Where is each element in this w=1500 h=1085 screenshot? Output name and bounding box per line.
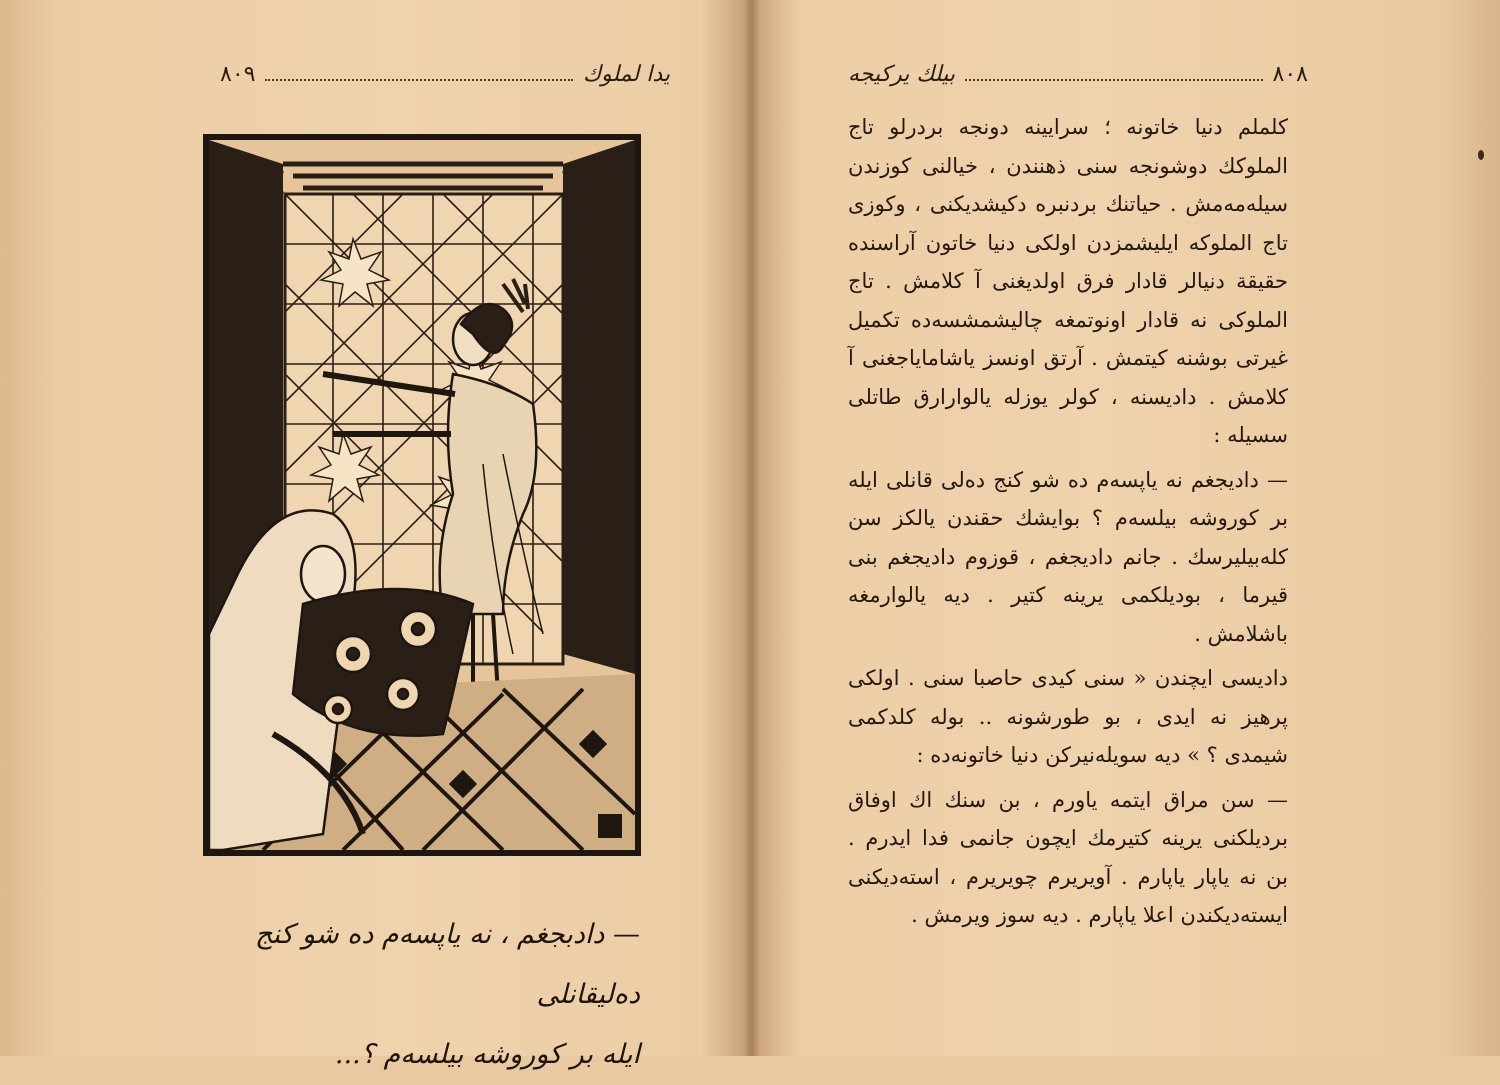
- illustration-woodcut: [203, 134, 641, 856]
- left-running-head: [220, 62, 670, 87]
- right-page: [758, 0, 1500, 1056]
- right-running-head: [848, 62, 1308, 87]
- body-text: [848, 108, 1288, 941]
- caption-line: ایله بر کوروشه بیلسه‌م ؟...: [334, 1039, 640, 1070]
- paragraph: دادیسی ایچندن « سنی کیدی حاصبا سنی . اولکی پرهیز نه ایدی ، بو طورشونه .. بوله کلدکمی شیمدی ؟ » دیه سویله‌نیرکن دنیا خاتونه‌ده :: [848, 666, 1288, 767]
- paragraph: — سن مراق ایتمه یاورم ، بن سنك اك اوفاق بردیلکنی یرینه کتیرمك ایچون جانمی فدا ایدرم . بن نه یاپار یاپارم . آویریرم چویریرم ، استه‌دیکنی ایسته‌دیکندن اعلا یاپارم . دیه سوز ویرمش .: [848, 787, 1288, 927]
- paragraph: کلملم دنیا خاتونه ؛ سرایینه دونجه بردرلو تاج الملوكك دوشونجه سنى ذهنندن ، خيالنى كوزندن سیله‌مه‌مش . حياتنك بردنبره دکیشدیکنی ، وكوزى تاج الملوكه ایلیشمزدن اولكى دنيا خاتون آراسنده حقیقة دنیالر قادار فرق اولدیغنی آ كلامش . تاج الملوكى نه قادار اونوتمغه چالیشمشسه‌ده تکمیل غیرتی بوشنه کیتمش . آرتق اونسز یاشامایاجغنی آ كلامش . دادیسنه ، کولر یوزله یالوارارق طاتلى سسيله :: [848, 115, 1288, 447]
- left-page: [0, 0, 745, 1070]
- right-page-number: ٨٠٨: [1272, 62, 1308, 87]
- right-running-title: بیلك يركيجه: [848, 62, 955, 87]
- leader-dots: [965, 69, 1263, 81]
- leader-dots: [265, 69, 573, 81]
- paragraph: — دادیجغم نه یاپسه‌م ده شو كنج ده‌لی قانلی ایله بر کوروشه بیلسه‌م ؟ بوایشك حقندن يالكز سن كله‌بیلیرسك . جانم دادیجغم ، قوزوم دادیجغم بنی قیرما ، بودیلکمی یرینه کتیر . دیه یالوارمغه باشلامش .: [848, 467, 1288, 646]
- left-running-title: يدا لملوك: [583, 62, 670, 87]
- illustration-caption: [210, 905, 640, 1085]
- ink-spot: [1478, 150, 1484, 160]
- left-page-number: ٨٠٩: [220, 62, 256, 87]
- caption-line: — دادبجغم ، نه یاپسه‌م ده شو كنج ده‌ليقانلى: [255, 919, 640, 1010]
